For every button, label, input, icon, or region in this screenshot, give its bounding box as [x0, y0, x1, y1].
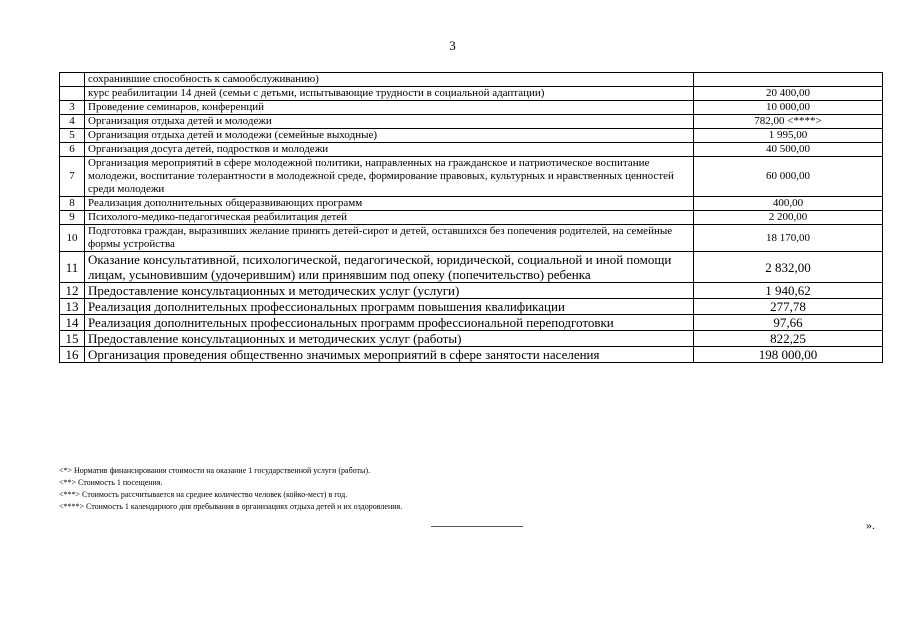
service-name-cell: Реализация дополнительных профессиональных программ профессиональной переподготовки: [85, 315, 694, 331]
service-name-cell: Организация отдыха детей и молодежи: [85, 115, 694, 129]
cost-cell: 10 000,00: [694, 101, 883, 115]
row-number-cell: 4: [60, 115, 85, 129]
row-number-cell: [60, 87, 85, 101]
service-name-cell: Реализация дополнительных профессиональных программ повышения квалификации: [85, 299, 694, 315]
table-row: [60, 283, 883, 299]
cost-cell: 1 995,00: [694, 129, 883, 143]
row-number-cell: 11: [60, 252, 85, 283]
table-row: [60, 129, 883, 143]
cost-cell: 822,25: [694, 331, 883, 347]
service-name-cell: Предоставление консультационных и методических услуг (работы): [85, 331, 694, 347]
table-row: [60, 225, 883, 252]
cost-cell: 782,00 <****>: [694, 115, 883, 129]
table-row: [60, 315, 883, 331]
service-name-cell: Организация мероприятий в сфере молодежной политики, направленных на гражданское и патриотическое воспитание молодежи, воспитание толерантности в молодежной среде, формирование правовых, культурных и нравственных ценностей среди молодежи: [85, 157, 694, 197]
row-number-cell: [60, 73, 85, 87]
row-number-cell: 14: [60, 315, 85, 331]
services-table-body: [60, 73, 883, 363]
footnote: <***> Стоимость рассчитывается на среднее количество человек (койко-мест) в год.: [59, 490, 348, 499]
table-row: [60, 211, 883, 225]
row-number-cell: 10: [60, 225, 85, 252]
row-number-cell: 9: [60, 211, 85, 225]
row-number-cell: 12: [60, 283, 85, 299]
row-number-cell: 5: [60, 129, 85, 143]
divider-line: [431, 526, 523, 527]
table-row: [60, 252, 883, 283]
services-table: [59, 72, 883, 363]
cost-cell: 198 000,00: [694, 347, 883, 363]
service-name-cell: Подготовка граждан, выразивших желание принять детей-сирот и детей, оставшихся без попечения родителей, на семейные формы устройства: [85, 225, 694, 252]
cost-cell: 2 832,00: [694, 252, 883, 283]
service-name-cell: Оказание консультативной, психологической, педагогической, юридической, социальной и иной помощи лицам, усыновившим (удочерившим) или принявшим под опеку (попечительство) ребенка: [85, 252, 694, 283]
cost-cell: 2 200,00: [694, 211, 883, 225]
cost-cell: 40 500,00: [694, 143, 883, 157]
service-name-cell: Организация проведения общественно значимых мероприятий в сфере занятости населения: [85, 347, 694, 363]
footnote: <****> Стоимость 1 календарного дня пребывания в организациях отдыха детей и их оздоровления.: [59, 502, 403, 511]
table-row: [60, 299, 883, 315]
footnotes: [59, 465, 839, 513]
row-number-cell: 6: [60, 143, 85, 157]
row-number-cell: 7: [60, 157, 85, 197]
cost-cell: [694, 73, 883, 87]
service-name-cell: Организация отдыха детей и молодежи (семейные выходные): [85, 129, 694, 143]
table-row: [60, 197, 883, 211]
service-name-cell: сохранившие способность к самообслуживанию): [85, 73, 694, 87]
row-number-cell: 3: [60, 101, 85, 115]
row-number-cell: 16: [60, 347, 85, 363]
end-mark: ».: [866, 518, 875, 532]
row-number-cell: 8: [60, 197, 85, 211]
cost-cell: 277,78: [694, 299, 883, 315]
cost-cell: 1 940,62: [694, 283, 883, 299]
cost-cell: 400,00: [694, 197, 883, 211]
table-row: [60, 73, 883, 87]
page-number: 3: [449, 38, 456, 53]
cost-cell: 60 000,00: [694, 157, 883, 197]
table-row: [60, 143, 883, 157]
service-name-cell: Предоставление консультационных и методических услуг (услуги): [85, 283, 694, 299]
service-name-cell: Проведение семинаров, конференций: [85, 101, 694, 115]
table-row: [60, 101, 883, 115]
footnote: <**> Стоимость 1 посещения.: [59, 478, 163, 487]
table-row: [60, 347, 883, 363]
cost-cell: 18 170,00: [694, 225, 883, 252]
table-row: [60, 331, 883, 347]
service-name-cell: Реализация дополнительных общеразвивающих программ: [85, 197, 694, 211]
service-name-cell: курс реабилитации 14 дней (семьи с детьми, испытывающие трудности в социальной адаптации): [85, 87, 694, 101]
row-number-cell: 15: [60, 331, 85, 347]
service-name-cell: Организация досуга детей, подростков и молодежи: [85, 143, 694, 157]
table-row: [60, 115, 883, 129]
service-name-cell: Психолого-медико-педагогическая реабилитация детей: [85, 211, 694, 225]
table-row: [60, 87, 883, 101]
footnote: <*> Норматив финансирования стоимости на оказание 1 государственной услуги (работы).: [59, 466, 371, 475]
row-number-cell: 13: [60, 299, 85, 315]
table-row: [60, 157, 883, 197]
cost-cell: 20 400,00: [694, 87, 883, 101]
cost-cell: 97,66: [694, 315, 883, 331]
